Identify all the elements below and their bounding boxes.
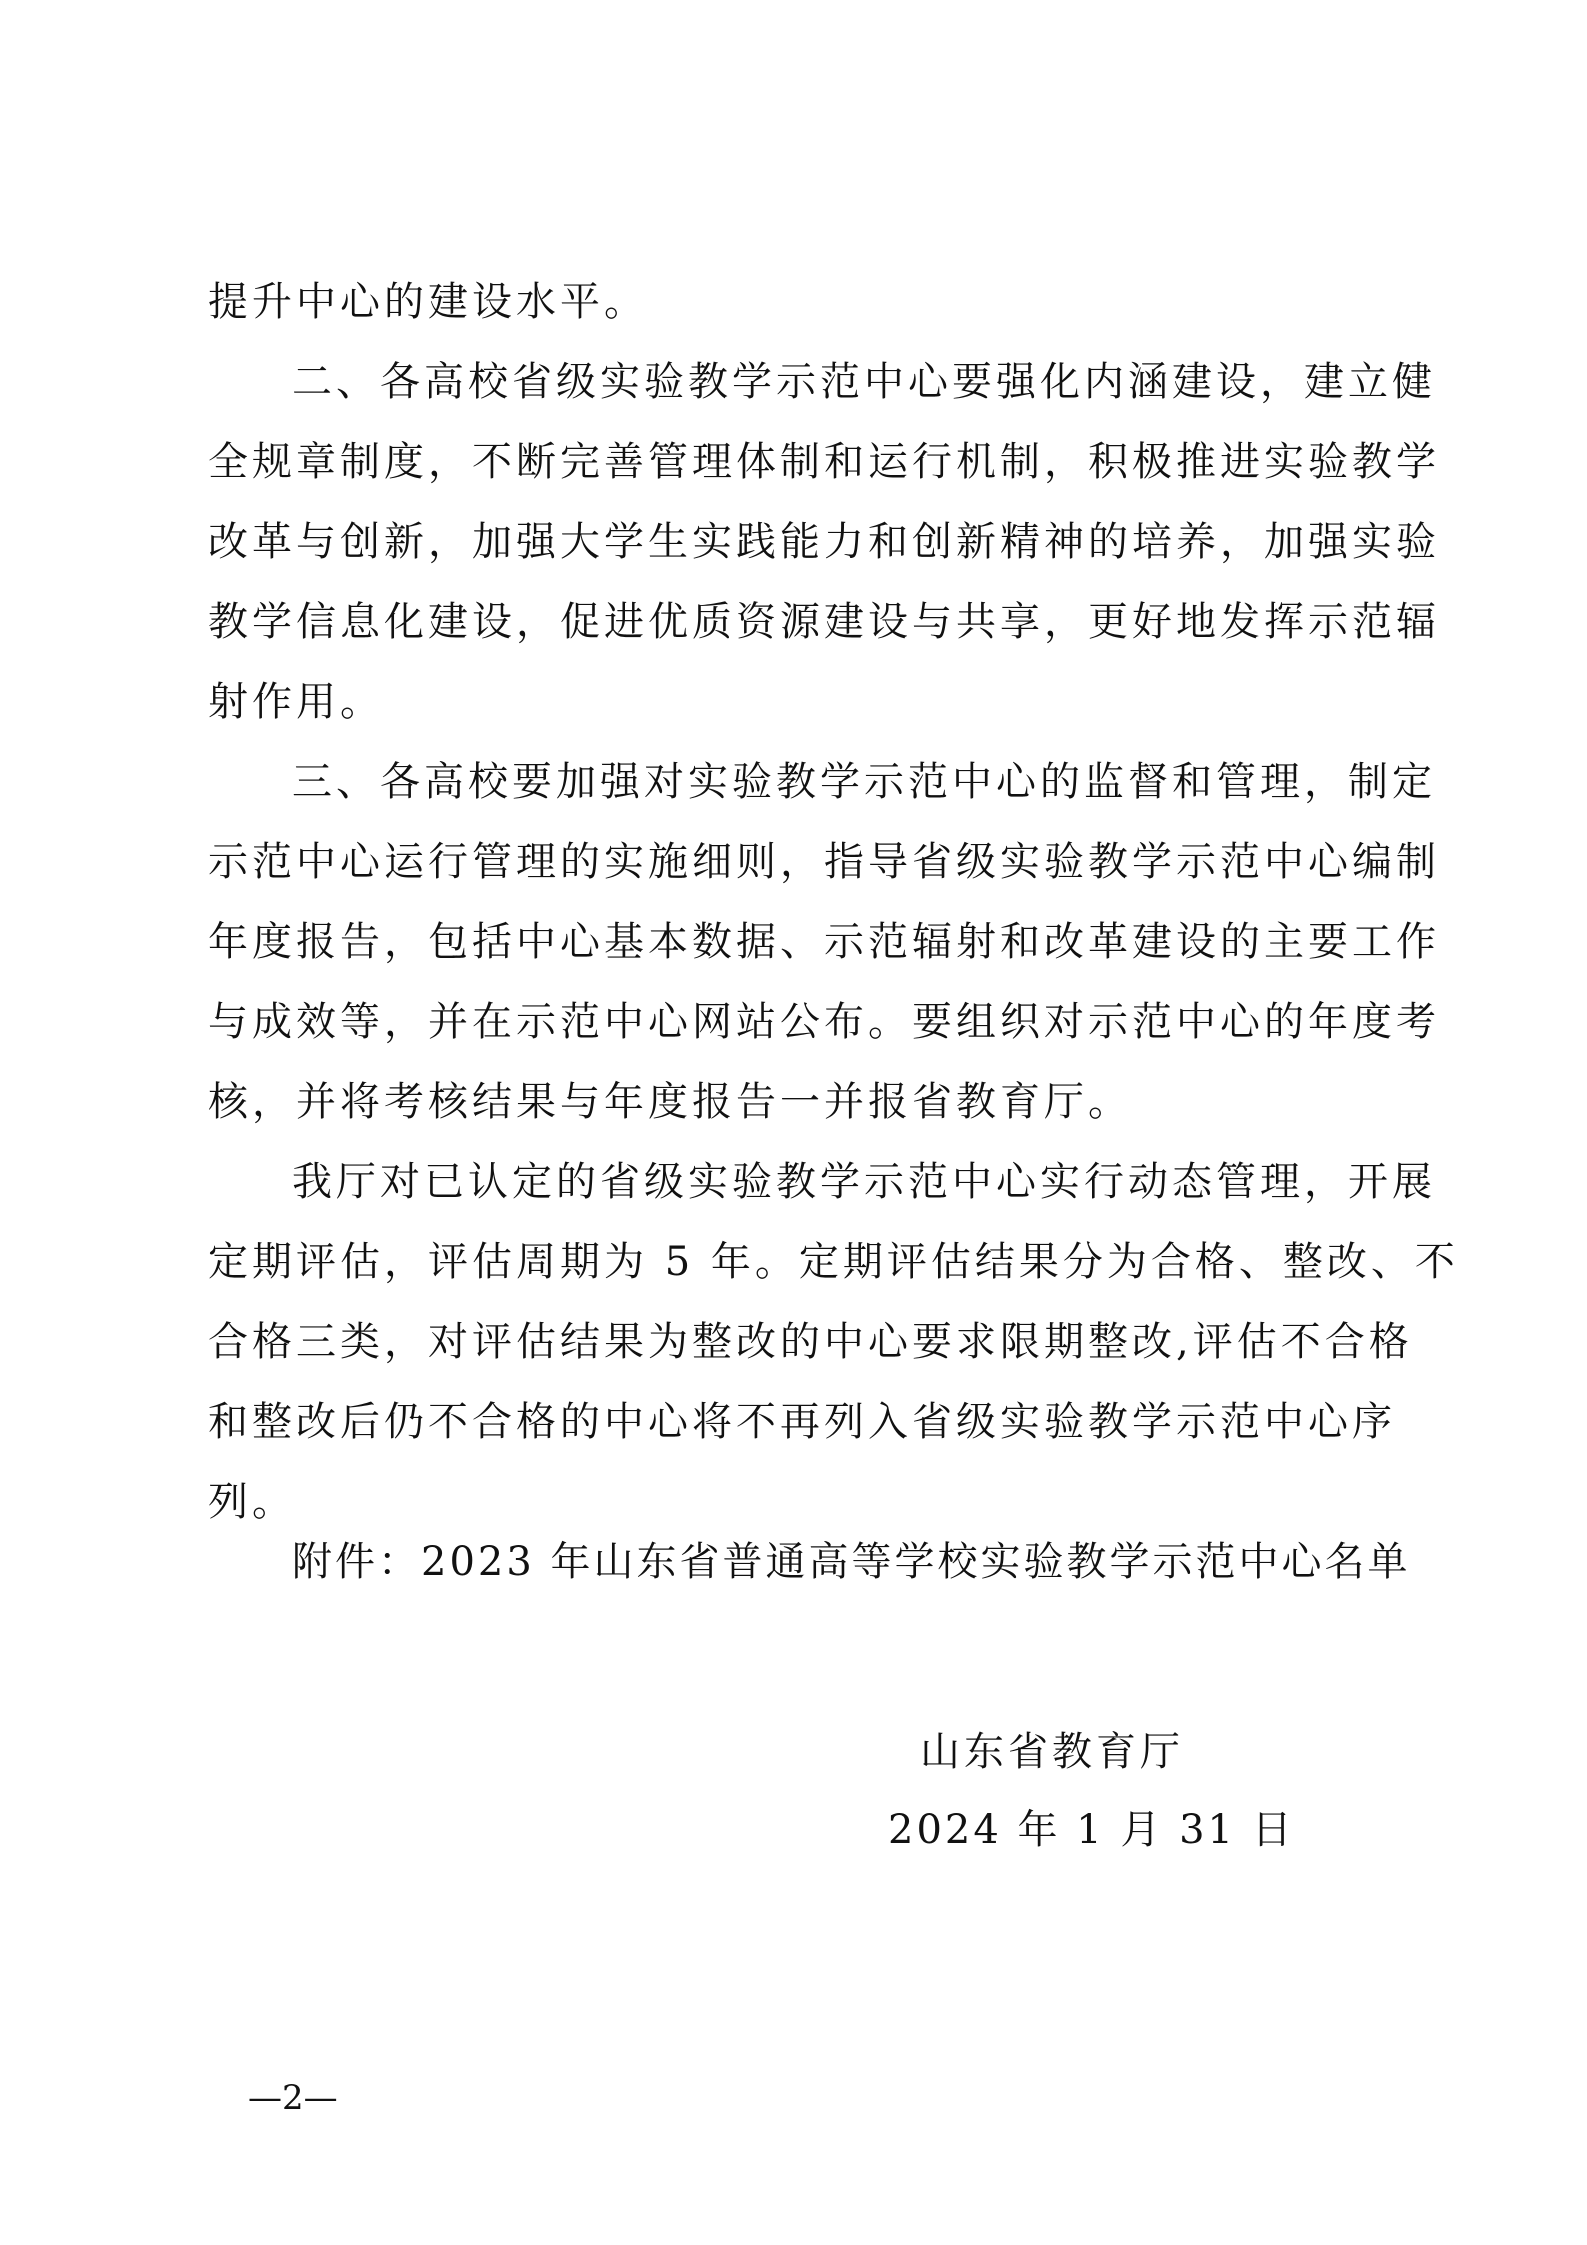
paragraph-2-line-5: 射作用。 [208,679,384,725]
paragraph-3-line-1: 三、各高校要加强对实验教学示范中心的监督和管理，制定 [292,759,1436,805]
paragraph-4-line-4: 和整改后仍不合格的中心将不再列入省级实验教学示范中心序 [208,1399,1396,1445]
paragraph-4-line-1: 我厅对已认定的省级实验教学示范中心实行动态管理，开展 [292,1159,1436,1205]
paragraph-3-line-5: 核，并将考核结果与年度报告一并报省教育厅。 [208,1079,1132,1125]
signature-date: 2024 年 1 月 31 日 [888,1807,1295,1853]
attachment-note: 附件：2023 年山东省普通高等学校实验教学示范中心名单 [292,1539,1411,1585]
paragraph-3-line-3: 年度报告，包括中心基本数据、示范辐射和改革建设的主要工作 [208,919,1440,965]
page-number: —2— [248,2078,338,2118]
paragraph-2-line-3: 改革与创新，加强大学生实践能力和创新精神的培养，加强实验 [208,519,1440,565]
signature-organization: 山东省教育厅 [920,1729,1184,1775]
paragraph-2-line-2: 全规章制度，不断完善管理体制和运行机制，积极推进实验教学 [208,439,1440,485]
body-text [208,262,1459,1542]
paragraph-3-line-2: 示范中心运行管理的实施细则，指导省级实验教学示范中心编制 [208,839,1440,885]
paragraph-4-line-5: 列。 [208,1479,296,1525]
paragraph-1-line-1: 提升中心的建设水平。 [208,279,648,325]
paragraph-4-line-3: 合格三类，对评估结果为整改的中心要求限期整改,评估不合格 [208,1319,1413,1365]
paragraph-4-line-2: 定期评估，评估周期为 5 年。定期评估结果分为合格、整改、不 [208,1239,1459,1285]
paragraph-2-line-1: 二、各高校省级实验教学示范中心要强化内涵建设，建立健 [292,359,1436,405]
paragraph-3-line-4: 与成效等，并在示范中心网站公布。要组织对示范中心的年度考 [208,999,1440,1045]
paragraph-2-line-4: 教学信息化建设，促进优质资源建设与共享，更好地发挥示范辐 [208,599,1440,645]
